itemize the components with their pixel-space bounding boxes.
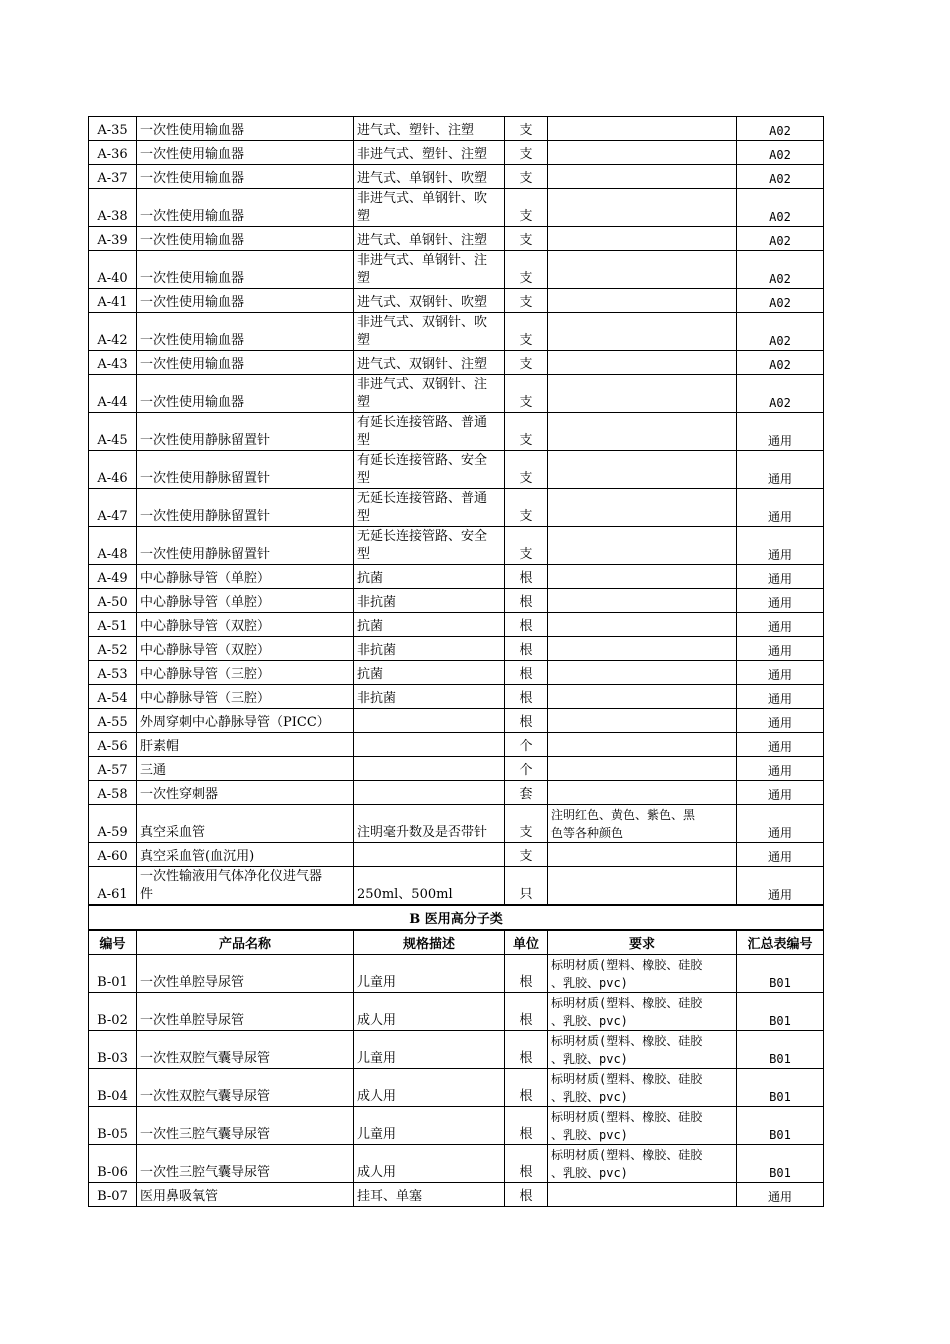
cell-summary-code: 通用	[737, 661, 824, 685]
column-header-row	[89, 930, 824, 955]
cell-unit: 支	[505, 289, 548, 313]
cell-spec: 注明毫升数及是否带针	[354, 805, 505, 843]
header-name: 产品名称	[137, 930, 354, 955]
cell-requirement	[548, 661, 737, 685]
cell-summary-code: B01	[737, 1031, 824, 1069]
cell-summary-code: 通用	[737, 565, 824, 589]
cell-requirement	[548, 867, 737, 906]
cell-spec	[354, 843, 505, 867]
table-row	[89, 709, 824, 733]
cell-code: A-35	[89, 117, 137, 141]
cell-unit: 支	[505, 189, 548, 227]
table-row	[89, 227, 824, 251]
cell-spec: 非抗菌	[354, 685, 505, 709]
cell-summary-code: B01	[737, 955, 824, 993]
cell-requirement	[548, 227, 737, 251]
cell-summary-code: B01	[737, 1145, 824, 1183]
cell-spec: 非进气式、单钢针、注 塑	[354, 251, 505, 289]
cell-spec	[354, 709, 505, 733]
cell-code: A-43	[89, 351, 137, 375]
cell-requirement	[548, 189, 737, 227]
cell-unit: 根	[505, 1069, 548, 1107]
cell-requirement	[548, 141, 737, 165]
cell-name: 一次性单腔导尿管	[137, 993, 354, 1031]
cell-spec	[354, 757, 505, 781]
table-row	[89, 189, 824, 227]
table-row	[89, 1069, 824, 1107]
cell-unit: 支	[505, 375, 548, 413]
table-row	[89, 757, 824, 781]
cell-summary-code: A02	[737, 289, 824, 313]
cell-name: 中心静脉导管（三腔）	[137, 661, 354, 685]
cell-spec: 挂耳、单塞	[354, 1183, 505, 1207]
cell-code: A-53	[89, 661, 137, 685]
cell-summary-code: 通用	[737, 589, 824, 613]
table-row	[89, 867, 824, 906]
cell-spec: 非进气式、双钢针、注 塑	[354, 375, 505, 413]
cell-unit: 支	[505, 351, 548, 375]
cell-spec	[354, 733, 505, 757]
cell-unit: 支	[505, 527, 548, 565]
cell-name: 一次性使用静脉留置针	[137, 413, 354, 451]
header-req: 要求	[548, 930, 737, 955]
cell-code: A-47	[89, 489, 137, 527]
cell-spec: 儿童用	[354, 1107, 505, 1145]
cell-summary-code: A02	[737, 227, 824, 251]
cell-spec: 非进气式、单钢针、吹 塑	[354, 189, 505, 227]
cell-requirement	[548, 781, 737, 805]
cell-requirement	[548, 637, 737, 661]
cell-name: 中心静脉导管（单腔）	[137, 565, 354, 589]
cell-summary-code: B01	[737, 1069, 824, 1107]
cell-spec: 非进气式、塑针、注塑	[354, 141, 505, 165]
header-spec: 规格描述	[354, 930, 505, 955]
cell-summary-code: A02	[737, 189, 824, 227]
cell-name: 中心静脉导管（三腔）	[137, 685, 354, 709]
table-row	[89, 589, 824, 613]
cell-code: A-39	[89, 227, 137, 251]
cell-summary-code: 通用	[737, 843, 824, 867]
header-sum: 汇总表编号	[737, 930, 824, 955]
cell-code: A-44	[89, 375, 137, 413]
cell-spec: 进气式、单钢针、注塑	[354, 227, 505, 251]
cell-name: 一次性使用输血器	[137, 251, 354, 289]
table-row	[89, 141, 824, 165]
section-b-body	[89, 955, 824, 1207]
cell-requirement	[548, 375, 737, 413]
cell-code: B-05	[89, 1107, 137, 1145]
cell-summary-code: A02	[737, 141, 824, 165]
cell-summary-code: 通用	[737, 867, 824, 906]
table-row	[89, 313, 824, 351]
table-row	[89, 613, 824, 637]
cell-unit: 个	[505, 733, 548, 757]
cell-summary-code: 通用	[737, 733, 824, 757]
cell-unit: 支	[505, 313, 548, 351]
cell-requirement	[548, 451, 737, 489]
cell-spec: 进气式、塑针、注塑	[354, 117, 505, 141]
table-row	[89, 451, 824, 489]
cell-name: 一次性使用输血器	[137, 117, 354, 141]
cell-unit: 根	[505, 613, 548, 637]
cell-name: 三通	[137, 757, 354, 781]
cell-requirement	[548, 613, 737, 637]
table-row	[89, 289, 824, 313]
cell-summary-code: B01	[737, 1107, 824, 1145]
cell-name: 一次性单腔导尿管	[137, 955, 354, 993]
cell-requirement: 标明材质(塑料、橡胶、硅胶 、乳胶、pvc)	[548, 1145, 737, 1183]
section-b-head	[89, 905, 824, 955]
cell-unit: 根	[505, 685, 548, 709]
table-row	[89, 993, 824, 1031]
cell-spec: 抗菌	[354, 661, 505, 685]
cell-requirement	[548, 251, 737, 289]
cell-requirement	[548, 733, 737, 757]
cell-summary-code: A02	[737, 251, 824, 289]
cell-spec: 儿童用	[354, 955, 505, 993]
cell-requirement: 标明材质(塑料、橡胶、硅胶 、乳胶、pvc)	[548, 1069, 737, 1107]
cell-name: 一次性使用输血器	[137, 375, 354, 413]
cell-spec: 非抗菌	[354, 637, 505, 661]
cell-requirement	[548, 685, 737, 709]
cell-name: 一次性使用输血器	[137, 141, 354, 165]
cell-code: A-55	[89, 709, 137, 733]
cell-name: 一次性输液用气体净化仪进气器 件	[137, 867, 354, 906]
cell-unit: 支	[505, 843, 548, 867]
cell-code: A-57	[89, 757, 137, 781]
cell-spec: 进气式、单钢针、吹塑	[354, 165, 505, 189]
cell-name: 一次性三腔气囊导尿管	[137, 1107, 354, 1145]
cell-spec	[354, 781, 505, 805]
cell-spec: 250ml、500ml	[354, 867, 505, 906]
cell-code: A-59	[89, 805, 137, 843]
cell-unit: 个	[505, 757, 548, 781]
cell-name: 肝素帽	[137, 733, 354, 757]
cell-requirement	[548, 117, 737, 141]
cell-name: 一次性使用输血器	[137, 313, 354, 351]
cell-unit: 根	[505, 1145, 548, 1183]
cell-name: 一次性双腔气囊导尿管	[137, 1031, 354, 1069]
cell-unit: 根	[505, 637, 548, 661]
cell-code: B-03	[89, 1031, 137, 1069]
table-row	[89, 955, 824, 993]
cell-unit: 只	[505, 867, 548, 906]
cell-code: A-49	[89, 565, 137, 589]
cell-unit: 支	[505, 117, 548, 141]
cell-requirement	[548, 413, 737, 451]
cell-name: 一次性使用输血器	[137, 189, 354, 227]
cell-code: A-61	[89, 867, 137, 906]
cell-name: 真空采血管(血沉用)	[137, 843, 354, 867]
cell-name: 中心静脉导管（单腔）	[137, 589, 354, 613]
cell-requirement: 标明材质(塑料、橡胶、硅胶 、乳胶、pvc)	[548, 1107, 737, 1145]
cell-requirement	[548, 709, 737, 733]
table-row	[89, 1031, 824, 1069]
cell-requirement	[548, 351, 737, 375]
cell-code: B-01	[89, 955, 137, 993]
cell-spec: 非进气式、双钢针、吹 塑	[354, 313, 505, 351]
cell-summary-code: 通用	[737, 451, 824, 489]
table-row	[89, 489, 824, 527]
cell-spec: 成人用	[354, 993, 505, 1031]
cell-code: A-51	[89, 613, 137, 637]
section-b-title: B 医用高分子类	[89, 905, 824, 930]
table-row	[89, 843, 824, 867]
cell-code: A-38	[89, 189, 137, 227]
cell-name: 一次性双腔气囊导尿管	[137, 1069, 354, 1107]
table-row	[89, 781, 824, 805]
cell-unit: 支	[505, 805, 548, 843]
cell-unit: 根	[505, 709, 548, 733]
cell-summary-code: A02	[737, 351, 824, 375]
cell-code: B-02	[89, 993, 137, 1031]
cell-summary-code: 通用	[737, 613, 824, 637]
table-row	[89, 805, 824, 843]
catalog-table	[88, 116, 824, 1207]
cell-requirement	[548, 757, 737, 781]
cell-spec: 进气式、双钢针、吹塑	[354, 289, 505, 313]
cell-unit: 支	[505, 451, 548, 489]
cell-code: A-58	[89, 781, 137, 805]
cell-unit: 支	[505, 413, 548, 451]
cell-summary-code: B01	[737, 993, 824, 1031]
cell-requirement	[548, 1183, 737, 1207]
cell-requirement	[548, 289, 737, 313]
cell-summary-code: 通用	[737, 757, 824, 781]
cell-requirement	[548, 165, 737, 189]
cell-name: 一次性使用输血器	[137, 289, 354, 313]
cell-code: A-40	[89, 251, 137, 289]
table-row	[89, 117, 824, 141]
cell-summary-code: 通用	[737, 781, 824, 805]
cell-code: A-56	[89, 733, 137, 757]
cell-summary-code: 通用	[737, 527, 824, 565]
header-unit: 单位	[505, 930, 548, 955]
cell-spec: 进气式、双钢针、注塑	[354, 351, 505, 375]
cell-unit: 根	[505, 589, 548, 613]
table-row	[89, 733, 824, 757]
cell-name: 一次性三腔气囊导尿管	[137, 1145, 354, 1183]
cell-requirement	[548, 565, 737, 589]
cell-spec: 抗菌	[354, 613, 505, 637]
table-row	[89, 685, 824, 709]
cell-summary-code: 通用	[737, 637, 824, 661]
cell-name: 外周穿刺中心静脉导管（PICC）	[137, 709, 354, 733]
cell-name: 一次性使用静脉留置针	[137, 451, 354, 489]
cell-spec: 有延长连接管路、安全 型	[354, 451, 505, 489]
table-row	[89, 637, 824, 661]
section-a-body	[89, 117, 824, 906]
cell-spec: 成人用	[354, 1145, 505, 1183]
table-row	[89, 565, 824, 589]
table-row	[89, 251, 824, 289]
cell-summary-code: A02	[737, 165, 824, 189]
cell-summary-code: 通用	[737, 805, 824, 843]
table-row	[89, 527, 824, 565]
cell-summary-code: 通用	[737, 413, 824, 451]
cell-unit: 根	[505, 993, 548, 1031]
cell-requirement: 标明材质(塑料、橡胶、硅胶 、乳胶、pvc)	[548, 955, 737, 993]
cell-requirement	[548, 489, 737, 527]
cell-name: 中心静脉导管（双腔）	[137, 637, 354, 661]
cell-summary-code: 通用	[737, 709, 824, 733]
cell-requirement	[548, 313, 737, 351]
cell-unit: 支	[505, 489, 548, 527]
cell-code: B-06	[89, 1145, 137, 1183]
cell-spec: 有延长连接管路、普通 型	[354, 413, 505, 451]
cell-code: A-46	[89, 451, 137, 489]
table-row	[89, 1107, 824, 1145]
cell-name: 一次性穿刺器	[137, 781, 354, 805]
cell-code: A-48	[89, 527, 137, 565]
cell-code: A-54	[89, 685, 137, 709]
cell-name: 一次性使用静脉留置针	[137, 527, 354, 565]
cell-summary-code: A02	[737, 313, 824, 351]
cell-name: 一次性使用输血器	[137, 351, 354, 375]
cell-requirement: 注明红色、黄色、紫色、黑 色等各种颜色	[548, 805, 737, 843]
cell-unit: 根	[505, 955, 548, 993]
cell-unit: 根	[505, 1107, 548, 1145]
cell-summary-code: 通用	[737, 489, 824, 527]
cell-code: A-36	[89, 141, 137, 165]
cell-code: A-42	[89, 313, 137, 351]
header-code: 编号	[89, 930, 137, 955]
table-row	[89, 1183, 824, 1207]
cell-spec: 抗菌	[354, 565, 505, 589]
cell-summary-code: A02	[737, 375, 824, 413]
cell-unit: 根	[505, 1183, 548, 1207]
cell-summary-code: 通用	[737, 685, 824, 709]
cell-name: 中心静脉导管（双腔）	[137, 613, 354, 637]
cell-code: A-41	[89, 289, 137, 313]
cell-unit: 套	[505, 781, 548, 805]
cell-requirement: 标明材质(塑料、橡胶、硅胶 、乳胶、pvc)	[548, 1031, 737, 1069]
cell-name: 医用鼻吸氧管	[137, 1183, 354, 1207]
cell-requirement	[548, 589, 737, 613]
cell-unit: 支	[505, 227, 548, 251]
table-row	[89, 413, 824, 451]
table-row	[89, 165, 824, 189]
cell-unit: 根	[505, 661, 548, 685]
cell-spec: 儿童用	[354, 1031, 505, 1069]
cell-code: A-37	[89, 165, 137, 189]
table-row	[89, 351, 824, 375]
cell-name: 一次性使用输血器	[137, 227, 354, 251]
cell-requirement	[548, 843, 737, 867]
cell-unit: 根	[505, 1031, 548, 1069]
cell-code: A-52	[89, 637, 137, 661]
cell-name: 一次性使用输血器	[137, 165, 354, 189]
cell-name: 真空采血管	[137, 805, 354, 843]
cell-spec: 无延长连接管路、普通 型	[354, 489, 505, 527]
cell-unit: 根	[505, 565, 548, 589]
cell-requirement	[548, 527, 737, 565]
cell-spec: 成人用	[354, 1069, 505, 1107]
table-row	[89, 1145, 824, 1183]
cell-name: 一次性使用静脉留置针	[137, 489, 354, 527]
cell-summary-code: 通用	[737, 1183, 824, 1207]
cell-unit: 支	[505, 165, 548, 189]
cell-summary-code: A02	[737, 117, 824, 141]
cell-code: B-04	[89, 1069, 137, 1107]
cell-code: A-50	[89, 589, 137, 613]
cell-code: B-07	[89, 1183, 137, 1207]
table-row	[89, 661, 824, 685]
cell-requirement: 标明材质(塑料、橡胶、硅胶 、乳胶、pvc)	[548, 993, 737, 1031]
cell-unit: 支	[505, 141, 548, 165]
cell-code: A-45	[89, 413, 137, 451]
table-row	[89, 375, 824, 413]
section-b-title-row	[89, 905, 824, 930]
cell-spec: 非抗菌	[354, 589, 505, 613]
cell-unit: 支	[505, 251, 548, 289]
cell-spec: 无延长连接管路、安全 型	[354, 527, 505, 565]
cell-code: A-60	[89, 843, 137, 867]
